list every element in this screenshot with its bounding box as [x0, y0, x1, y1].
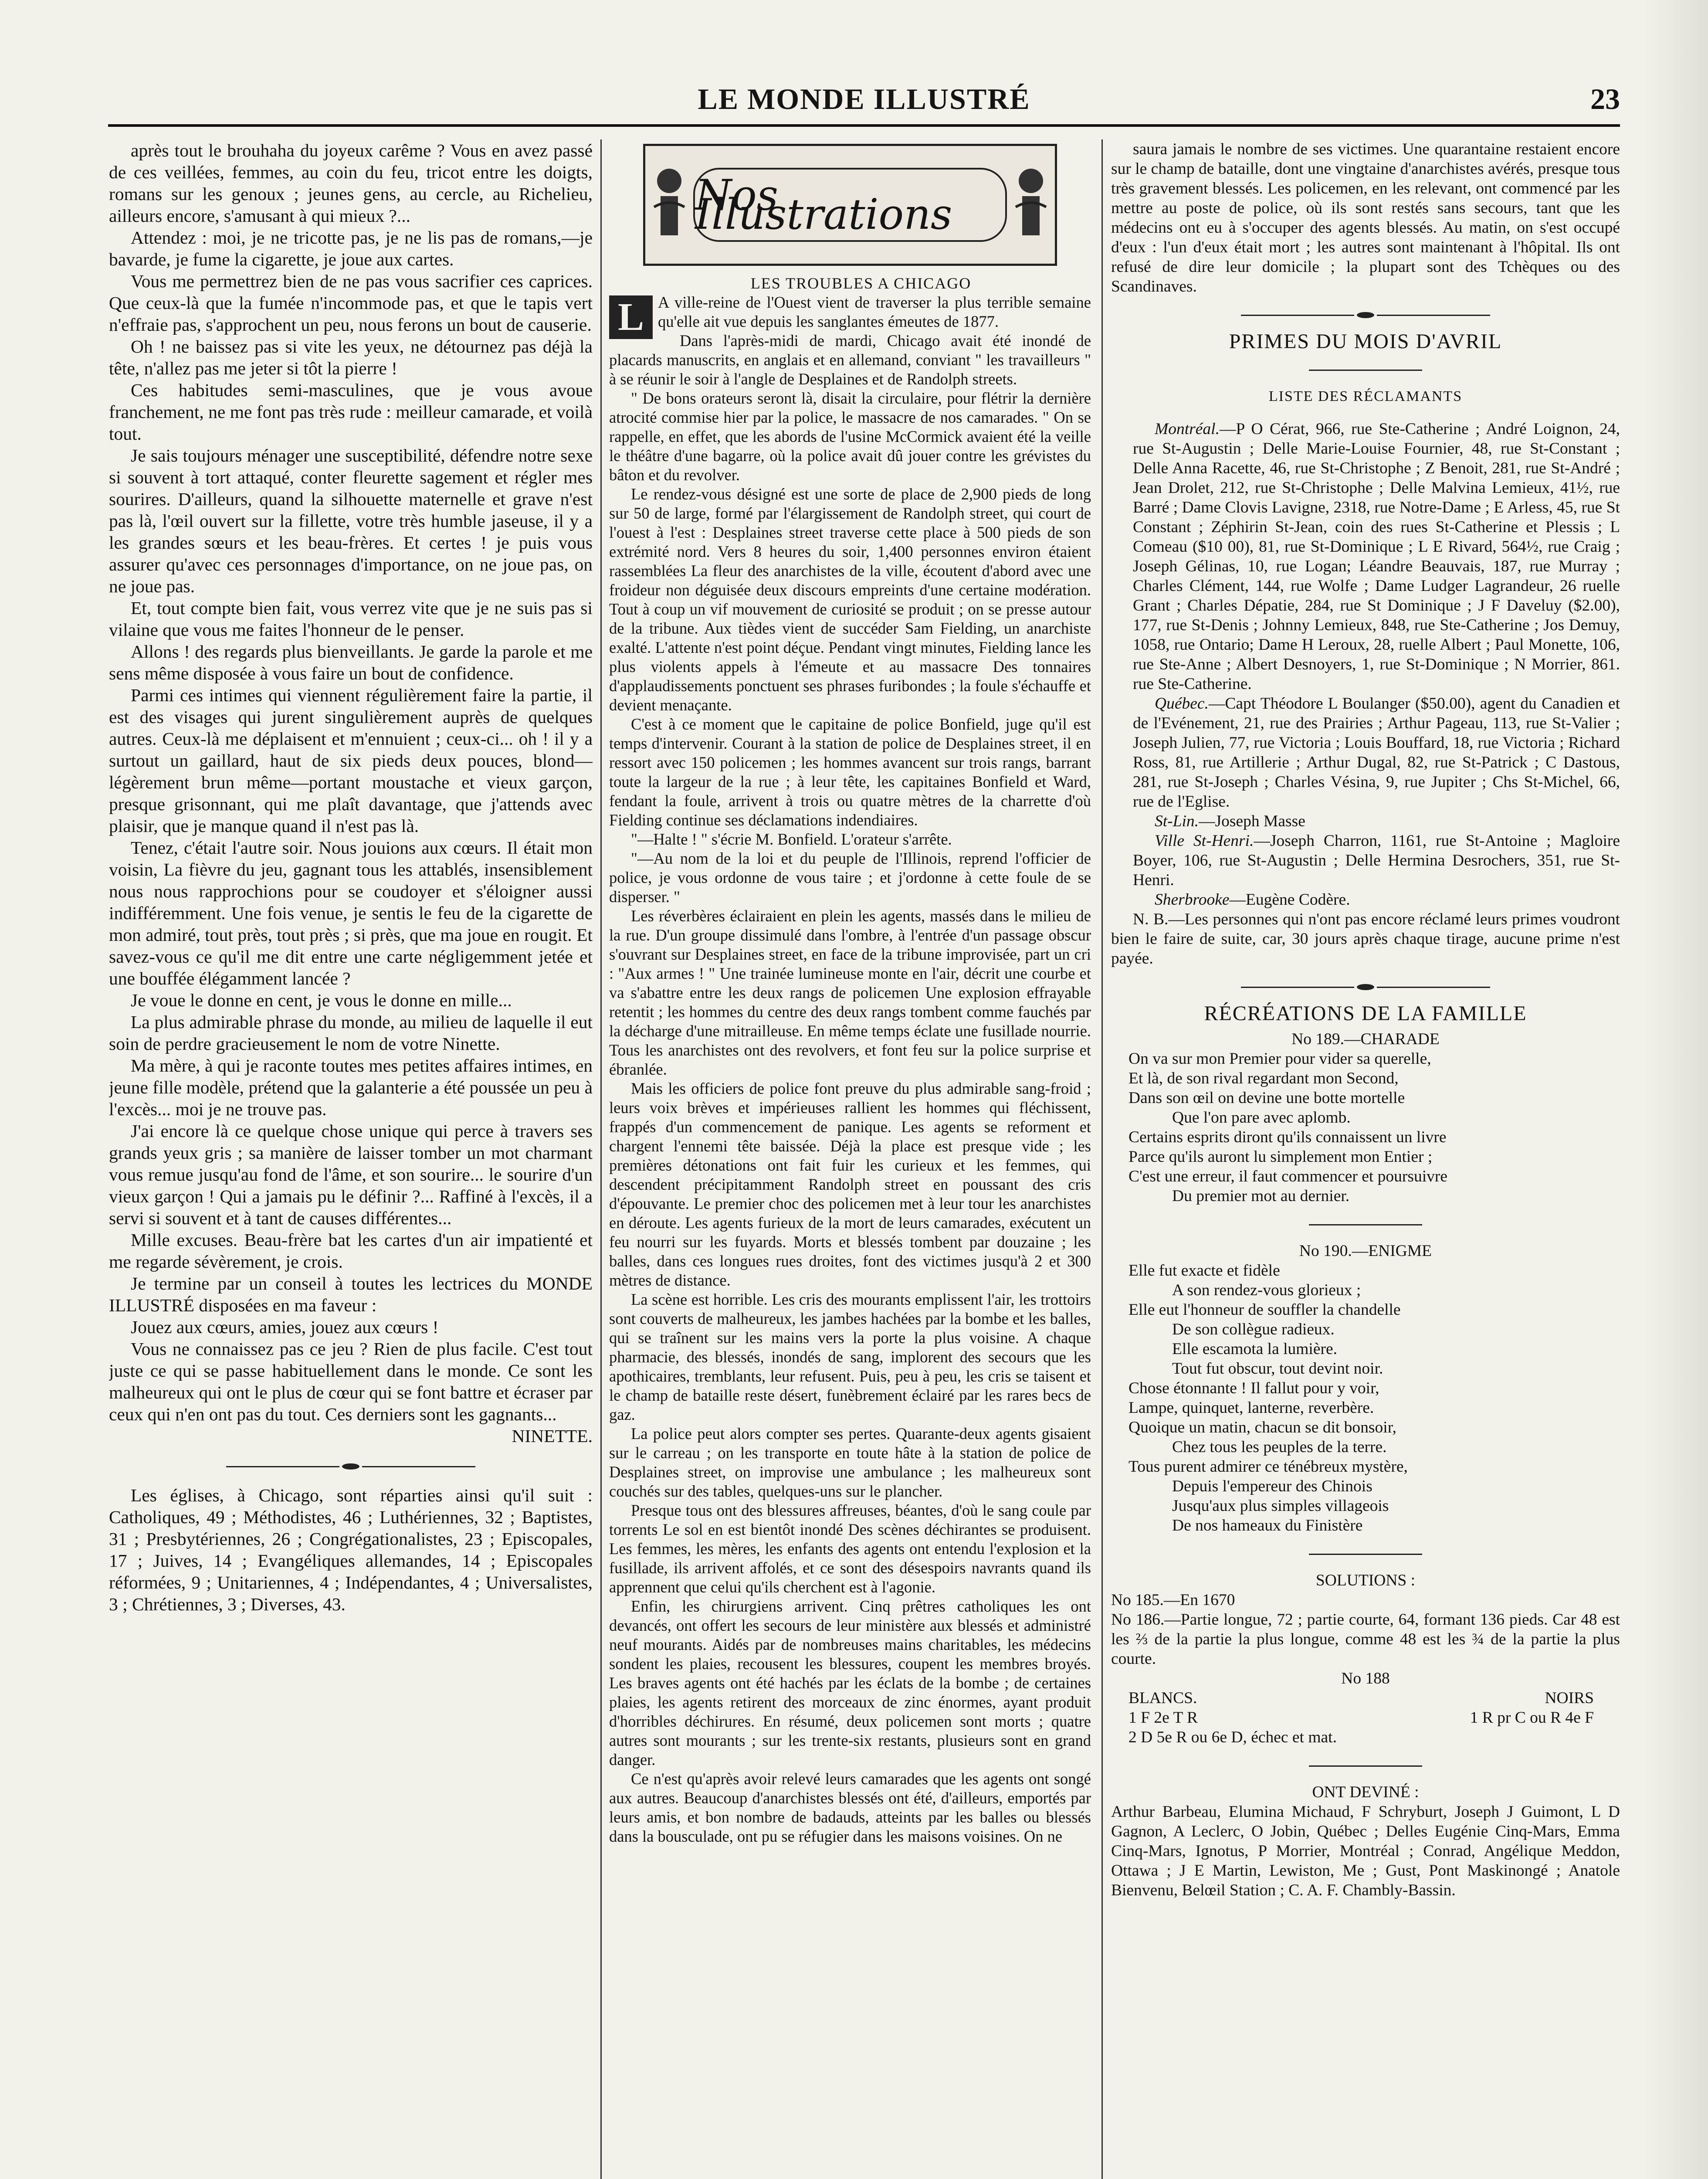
separator-rule: [1111, 359, 1620, 379]
paragraph: Oh ! ne baissez pas si vite les yeux, ne détournez pas déjà la tête, n'allez pas me jeter si tôt la pierre !: [109, 336, 593, 378]
paragraph: Parmi ces intimes qui viennent régulièrement faire la partie, il est des visages qui jurent singulièrement auprès de quelques autres. Ceux-là me déplaisent et m'ennuient ; ceux-ci... oh ! il y a surtout un gaillard, haut de six pieds deux pouces, blond—légèrement brun même—portant moustache et vieux garçon, presque grisonnant, qui me plaît davantage, que j'attends avec plaisir, que je manque quand il n'est pas là.: [109, 685, 593, 836]
claimant-entry: [1111, 890, 1620, 910]
verse-line: Dans son œil on devine une botte mortelle: [1128, 1089, 1405, 1107]
paragraph: "—Au nom de la loi et du peuple de l'Illinois, reprend l'officier de police, je vous ordonne de vous taire ; et j'ordonne à cette foule de se disperser. ": [609, 849, 1091, 906]
column-illustrations: [609, 139, 1091, 2179]
notice: N. B.—Les personnes qui n'ont pas encore réclamé leurs primes voudront bien le faire de suite, car, 30 jours après chaque tirage, aucune prime n'est payée.: [1111, 910, 1620, 967]
churches-note: Les églises, à Chicago, sont réparties ainsi qu'il suit : Catholiques, 49 ; Méthodistes, 46 ; Luthériennes, 32 ; Baptistes, 31 ; Presbytériennes, 26 ; Congrégationalistes, 23 ; Episcopales, 17 ; Juives, 14 ; Evangéliques allemandes, 14 ; Episcopales réformées, 9 ; Unitariennes, 4 ; Indépendantes, 4 ; Universalistes, 3 ; Chrétiennes, 3 ; Diverses, 43.: [109, 1485, 593, 1614]
verse-line: De son collègue radieux.: [1172, 1320, 1335, 1338]
claimant-entry: [1111, 811, 1620, 831]
dropcap-letter: L: [609, 295, 653, 339]
section-banner: [643, 144, 1057, 266]
entry-place: St-Lin.: [1155, 812, 1199, 830]
column-primes: [1111, 139, 1620, 2179]
paragraph: Mais les officiers de police font preuve du plus admirable sang-froid ; leurs voix brèves et impérieuses rallient les hommes qui fléchissent, frappés d'un commencement de panique. Les agents se reforment et chargent l'ennemi tête baissée. Déjà la place est presque vide ; les premières détonations ont fait fuir les curieux et les femmes, qui descendent précipitamment Randolph street en poussant des cris d'épouvante. Le premier choc des policemen met à leur tour les anarchistes en déroute. Les agents furieux de la mort de leurs camarades, exécutent un feu nourri sur les fuyards. Morts et blessés tombent par douzaine ; les balles, dans ces longues rues droites, font des victimes jusqu'à 2 et 300 mètres de distance.: [609, 1079, 1091, 1289]
verse-line: Parce qu'ils auront lu simplement mon Entier ;: [1128, 1148, 1433, 1166]
entry-place: Sherbrooke: [1155, 891, 1230, 909]
paragraph: C'est à ce moment que le capitaine de police Bonfield, juge qu'il est temps d'intervenir. Courant à la station de police de Desplaines street, il en ressort avec 150 policemen ; les hommes avancent sur trois rangs, barrant toute la largeur de la rue ; à leur tête, les capitaines Bonfield et Ward, fendant la foule, arrivent à trois ou quatre mètres de la charrette d'où Fielding continue ses déclamations indendiaires.: [609, 715, 1091, 829]
paragraph: Jouez aux cœurs, amies, jouez aux cœurs !: [131, 1317, 439, 1337]
chess-move-row: [1111, 1728, 1620, 1747]
entry-place: Ville St-Henri.: [1155, 832, 1254, 850]
masthead: [108, 82, 1620, 121]
verse-line: De nos hameaux du Finistère: [1172, 1517, 1363, 1534]
ont-devine-list: Arthur Barbeau, Elumina Michaud, F Schryburt, Joseph J Guimont, L D Gagnon, A Leclerc, O Jobin, Québec ; Delles Eugénie Cinq-Mars, Emma Cinq-Mars, Ignotus, P Morrier, Montréal ; Conrad, Angélique Meddon, Ottawa ; J E Martin, Lewiston, Me ; Gust, Pont Maskinongé ; Anatole Bienvenu, Belœil Station ; C. A. F. Chambly-Bassin.: [1111, 1803, 1620, 1899]
paragraph: La police peut alors compter ses pertes. Quarante-deux agents gisaient sur le carreau ; on les transporte en toute hâte à la station de police de Desplaines street, on improvise une ambulance ; les malheureux sont couchés sur des tables, quelques-uns sur le plancher.: [609, 1425, 1091, 1500]
verse-line: On va sur mon Premier pour vider sa querelle,: [1128, 1050, 1431, 1068]
paragraph: " De bons orateurs seront là, disait la circulaire, pour flétrir la dernière atrocité commise hier par la police, le massacre de nos camarades. " On se rappelle, en effet, que les abords de l'usine McCormick avaient été la veille le théâtre d'une bagarre, où la police avait dû jouer contre les grévistes du bâton et du revolver.: [609, 389, 1091, 484]
paragraph: La scène est horrible. Les cris des mourants emplissent l'air, les trottoirs sont couverts de malheureux, les jambes hachées par la bombe et les balles, qui se traînent sur les mains vers la porte la plus voisine. A chaque pharmacie, des blessés, inondés de sang, implorent des secours que les apothicaires, tremblants, leur refusent. Puis, peu à peu, les cris se taisent et le champ de bataille reste désert, funèbrement éclairé par les rares becs de gaz.: [609, 1290, 1091, 1423]
paragraph: Les réverbères éclairaient en plein les agents, massés dans le milieu de la rue. D'un groupe dissimulé dans l'ombre, à l'entrée d'un passage obscur s'ouvrant sur Desplaines street, en face de la tribune improvisée, part un cri : "Aux armes ! " Une trainée lumineuse monte en l'air, décrit une courbe et va s'abattre entre les deux rangs de policemen Une explosion effrayable retentit ; les hommes du centre des deux rangs tombent comme fauchés par la décharge d'une mitrailleuse. En même temps éclate une fusillade nourrie. Tous les anarchistes ont des revolvers, et font feu sur la police surprise et ébranlée.: [609, 907, 1091, 1078]
paragraph: Ce n'est qu'après avoir relevé leurs camarades que les agents ont songé aux autres. Beaucoup d'anarchistes blessés ont été, d'ailleurs, emportés par leurs amis, et bon nombre de badauds, atteints par les balles ou blessés dans la bousculade, ont pu se réfugier dans les maisons voisines. On ne: [609, 1770, 1091, 1845]
charade-title: No 189.—CHARADE: [1291, 1030, 1440, 1048]
entry-text: —Joseph Masse: [1199, 812, 1305, 830]
paragraph: A ville-reine de l'Ouest vient de traverser la plus terrible semaine qu'elle ait vue depuis les sanglantes émeutes de 1877.: [658, 293, 1091, 330]
paragraph: Je voue le donne en cent, je vous le donne en mille...: [131, 990, 512, 1010]
primes-heading: PRIMES DU MOIS D'AVRIL: [1229, 330, 1502, 353]
paragraph: Vous ne connaissez pas ce jeu ? Rien de plus facile. C'est tout juste ce qui se passe habituellement dans le monde. Ce sont les malheureux qui ont le plus de cœur qui se font battre et écraser par ceux qui n'en ont pas du tout. Ces derniers sont les gagnants...: [109, 1339, 593, 1424]
separator-rule: [1111, 1755, 1620, 1775]
recreations-heading: RÉCRÉATIONS DE LA FAMILLE: [1204, 1002, 1527, 1025]
verse-line: Tout fut obscur, tout devint noir.: [1172, 1360, 1383, 1378]
page-number: 23: [1590, 82, 1620, 115]
paragraph: Je sais toujours ménager une susceptibilité, défendre notre sexe si souvent à tort attaqué, conter fleurette sagement et régler mes sourires. D'ailleurs, quand la silhouette maternelle et grave n'est pas là, l'œil ouvert sur la fillette, votre très humble jaseuse, il y a les grandes sœurs et les beau-frères. Et certes ! je puis vous assurer qu'avec ces personnages d'importance, on ne joue pas, on ne joue pas.: [109, 445, 593, 596]
claimant-entry: [1111, 831, 1620, 890]
cherub-ornament-icon: [1013, 155, 1048, 255]
verse-line: Chez tous les peuples de la terre.: [1172, 1438, 1387, 1456]
entry-text: —Eugène Codère.: [1229, 891, 1350, 909]
verse-line: Que l'on pare avec aplomb.: [1172, 1109, 1351, 1127]
solutions-list: [1111, 1590, 1620, 1669]
separator-rule: [1111, 1214, 1620, 1233]
article-text: [609, 293, 1091, 1846]
chess-moves: [1111, 1708, 1620, 1747]
verse-line: Quoique un matin, chacun se dit bonsoir,: [1128, 1419, 1397, 1436]
verse-line: Jusqu'aux plus simples villageois: [1172, 1497, 1389, 1515]
paragraph: La plus admirable phrase du monde, au milieu de laquelle il eut soin de perdre gracieusement le nom de votre Ninette.: [109, 1012, 593, 1054]
separator-ornament: [109, 1455, 593, 1476]
entry-text: —P O Cérat, 966, rue Ste-Catherine ; André Loignon, 24, rue St-Augustin ; Delle Marie-Louise Fournier, 48, rue St-Constant ; Delle Anna Racette, 46, rue St-Christophe ; Z Benoit, 281, rue St-André ; Jean Drolet, 212, rue St-Christophe ; Delle Malvina Lemieux, 41½, rue Barré ; Dame Clovis Lavigne, 2318, rue Notre-Dame ; E Arless, 45, rue St Constant ; Zéphirin St-Jean, coin des rues St-Catherine et Plessis ; L Comeau ($10 00), 81, rue St-Dominique ; L E Rivard, 564½, rue Craig ; Joseph Gélinas, 10, rue Logan; Léandre Beauvais, 187, rue Murray ; Charles Clément, 144, rue Wolfe ; Dame Ludger Lagrandeur, 26 ruelle Grant ; Charles Dépatie, 284, rue St Dominique ; J F Daveluy ($2.00), 177, rue St-Denis ; Johnny Lemieux, 848, rue Ste-Catherine ; Jos Demuy, 1058, rue Ontario; Dame H Leroux, 28, ruelle Albert ; Paul Monette, 106, rue Ste-Anne ; Albert Desnoyers, 1, rue St-Dominique ; N Morrier, 861. rue Ste-Catherine.: [1133, 420, 1620, 693]
newspaper-title: LE MONDE ILLUSTRÉ: [698, 82, 1030, 115]
paragraph: Le rendez-vous désigné est une sorte de place de 2,900 pieds de long sur 50 de large, formé par l'élargissement de Randolph street, qui court de l'ouest à l'est : Desplaines street traverse cette place à 500 pieds de son extrémité nord. Vers 8 heures du soir, 1,400 personnes environ étaient rassemblées La fleur des anarchistes de la ville, écoutent d'abord avec une froideur non déguisée deux discours empreints d'une certaine modération. Tout à coup un vif mouvement de curiosité se produit ; on se presse autour de la tribune. Aux tièdes vient de succéder Sam Fielding, un anarchiste exalté. L'attente n'est point déçue. Pendant vingt minutes, Fielding lance les plus violents appels à l'émeute et au massacre Des tonnaires d'applaudissements ponctuent ses phrases furibondes ; la foule s'échauffe et devient menaçante.: [609, 485, 1091, 714]
paragraph: Allons ! des regards plus bienveillants. Je garde la parole et me sens même disposée à vous faire un bout de confidence.: [109, 641, 593, 683]
verse-line: Elle fut exacte et fidèle: [1128, 1262, 1280, 1280]
entry-place: Montréal.: [1155, 420, 1220, 438]
noirs-label: NOIRS: [1545, 1689, 1594, 1707]
verse-line: Chose étonnante ! Il fallut pour y voir,: [1128, 1379, 1379, 1397]
verse-line: Certains esprits diront qu'ils connaissent un livre: [1128, 1128, 1447, 1146]
blancs-label: BLANCS.: [1128, 1689, 1197, 1707]
move-blancs: 2 D 5e R ou 6e D, échec et mat.: [1128, 1728, 1337, 1746]
paragraph: Dans l'après-midi de mardi, Chicago avait été inondé de placards manuscrits, en anglais et en allemand, conviant " les travailleurs " à se réunir le soir à l'angle de Desplaines et de Randolph streets.: [609, 332, 1091, 388]
verse-line: Lampe, quinquet, lanterne, reverbère.: [1128, 1399, 1374, 1417]
list-heading: LISTE DES RÉCLAMANTS: [1268, 388, 1463, 404]
verse-line: Et là, de son rival regardant mon Second,: [1128, 1069, 1399, 1087]
entry-place: Québec.: [1155, 695, 1209, 713]
paragraph: Vous me permettrez bien de ne pas vous sacrifier ces caprices. Que ceux-là que la fumée n'incommode pas, et que le tapis vert n'effraie pas, s'approchent un peu, nous ferons un bout de causerie.: [109, 271, 593, 335]
chess-header: [1111, 1688, 1620, 1708]
enigme-verse: [1128, 1261, 1620, 1535]
banner-title: Nos Illustrations: [693, 168, 1007, 242]
charade-verse: [1128, 1049, 1620, 1206]
move-noirs: 1 R pr C ou R 4e F: [1470, 1709, 1594, 1727]
paragraph: Je termine par un conseil à toutes les lectrices du MONDE ILLUSTRÉ disposées en ma faveur :: [109, 1273, 593, 1315]
article-continuation: saura jamais le nombre de ses victimes. Une quarantaine restaient encore sur le champ de bataille, dont une vingtaine d'anarchistes avérés, presque tous très gravement blessés. Les policemen, en les relevant, ont commencé par les mettre au poste de police, où ils sont restés sans secours, tant que les médecins ont eu à s'occuper des agents blessés. Au matin, on s'est occupé d'eux : l'un d'eux était mort ; les autres sont maintenant à l'hôpital. Ils ont refusé de dire leur domicile ; la plupart sont des Tchèques ou des Scandinaves.: [1111, 140, 1620, 295]
cherub-ornament-icon: [652, 155, 687, 255]
verse-line: Elle escamota la lumière.: [1172, 1340, 1337, 1358]
solution-line: No 185.—En 1670: [1111, 1591, 1235, 1609]
chess-move-row: [1111, 1708, 1620, 1728]
header-rule: [108, 124, 1620, 127]
verse-line: Tous purent admirer ce ténébreux mystère,: [1128, 1458, 1408, 1476]
chronique-text: [109, 139, 593, 1425]
column-divider: [600, 139, 602, 2179]
paragraph: Attendez : moi, je ne tricotte pas, je ne lis pas de romans,—je bavarde, je fume la cigarette, je joue aux cartes.: [109, 227, 593, 269]
claimants-list: [1111, 419, 1620, 910]
separator-ornament: [1111, 304, 1620, 324]
verse-line: Elle eut l'honneur de souffler la chandelle: [1128, 1301, 1401, 1319]
signature: NINETTE.: [512, 1426, 593, 1446]
entry-text: —Joseph Charron, 1161, rue St-Antoine ; Magloire Boyer, 106, rue St-Augustin ; Delle Hermina Desrochers, 351, rue St-Henri.: [1133, 832, 1620, 889]
verse-line: C'est une erreur, il faut commencer et poursuivre: [1128, 1168, 1448, 1185]
solutions-heading: SOLUTIONS :: [1315, 1571, 1416, 1589]
paragraph: Et, tout compte bien fait, vous verrez vite que je ne suis pas si vilaine que vous me faites l'honneur de le penser.: [109, 598, 593, 640]
paragraph: Ma mère, à qui je raconte toutes mes petites affaires intimes, en jeune fille modèle, prétend que la galanterie a été poussée un peu à l'excès... moi je ne trouve pas.: [109, 1056, 593, 1119]
separator-ornament: [1111, 976, 1620, 996]
separator-rule: [1111, 1543, 1620, 1563]
claimant-entry: [1111, 419, 1620, 694]
page-edge-shading: [1643, 0, 1708, 2179]
problem-number: No 188: [1341, 1670, 1390, 1687]
paragraph: Tenez, c'était l'autre soir. Nous jouions aux cœurs. Il était mon voisin, La fièvre du jeu, gagnant tous les attablés, insensiblement nous nous rapprochions pour se coudoyer et s'éloigner aussi indifféremment. Une fois venue, je sentis le feu de la cigarette de mon admiré, tout près, tout près ; si près, que ma joue en rougit. Et savez-vous ce qu'il me dit entre une carte négligemment jetée et une bouffée élégamment lancée ?: [109, 838, 593, 988]
paragraph: Mille excuses. Beau-frère bat les cartes d'un air impatienté et me regarde sévèrement, je crois.: [109, 1230, 593, 1272]
column-chronique: [109, 139, 593, 2179]
verse-line: A son rendez-vous glorieux ;: [1172, 1281, 1361, 1299]
paragraph: Presque tous ont des blessures affreuses, béantes, d'où le sang coule par torrents Le sol en est bientôt inondé Des scènes déchirantes se produisent. Les femmes, les mères, les enfants des agents ont entendu l'explosion et la fusillade, ils arrivent affolés, et ce sont des désespoirs navrants quand ils apprennent que celui qu'ils cherchent est à l'agonie.: [609, 1501, 1091, 1596]
paragraph: J'ai encore là ce quelque chose unique qui perce à travers ses grands yeux gris ; sa manière de laisser tomber un mot charmant vous remue jusqu'au fond de l'âme, et son sourire... le sourire d'un vieux garçon ! Qui a jamais pu le définir ?... Raffiné à l'excès, il a servi si souvent et à tant de causes différentes...: [109, 1121, 593, 1228]
article-heading: LES TROUBLES A CHICAGO: [750, 275, 972, 292]
enigme-title: No 190.—ENIGME: [1299, 1242, 1432, 1260]
paragraph: Enfin, les chirurgiens arrivent. Cinq prêtres catholiques les ont devancés, ont offert les secours de leur ministère aux blessés et administré neuf mourants. Aidés par de nombreuses mains charitables, les médecins sondent les plaies, recousent les blessures, coupent les membres broyés. Les braves agents ont été hachés par les éclats de la bombe ; de certaines plaies, les agents retirent des morceaux de zinc énormes, ayant produit d'horribles déchirures. En résumé, deux policemen sont morts ; quatre autres sont mourants ; sur les trente-six restants, plusieurs sont en grand danger.: [609, 1597, 1091, 1768]
paragraph: Ces habitudes semi-masculines, que je vous avoue franchement, ne me font pas très rude : meilleur camarade, et voilà tout.: [109, 380, 593, 444]
column-divider: [1101, 139, 1103, 2179]
move-blancs: 1 F 2e T R: [1128, 1709, 1198, 1727]
paragraph: "—Halte ! " s'écrie M. Bonfield. L'orateur s'arrête.: [631, 830, 952, 848]
ont-devine-heading: ONT DEVINÉ :: [1312, 1783, 1419, 1801]
entry-text: —Capt Théodore L Boulanger ($50.00), agent du Canadien et de l'Evénement, 21, rue des Prairies ; Arthur Pageau, 113, rue St-Valier ; Joseph Julien, 77, rue Victoria ; Louis Bouffard, 18, rue Victoria ; Richard Ross, 81, rue Artillerie ; Arthur Dugal, 82, rue St-Patrick ; C Dastous, 281, rue St-Joseph ; Charles Vésina, 9, rue Jupiter ; Chs St-Michel, 66, rue de l'Eglise.: [1133, 695, 1620, 811]
claimant-entry: [1111, 694, 1620, 811]
verse-line: Du premier mot au dernier.: [1172, 1187, 1350, 1205]
solution-line: No 186.—Partie longue, 72 ; partie courte, 64, formant 136 pieds. Car 48 est les ⅔ de la partie la plus longue, comme 48 est les ¾ de la partie la plus courte.: [1111, 1611, 1620, 1668]
verse-line: Depuis l'empereur des Chinois: [1172, 1477, 1372, 1495]
paragraph: après tout le brouhaha du joyeux carême ? Vous en avez passé de ces veillées, femmes, au coin du feu, tricot entre les doigts, romans sur les genoux ; jeunes gens, au cercle, au Richelieu, ailleurs encore, s'amusant à qui mieux ?...: [109, 140, 593, 226]
